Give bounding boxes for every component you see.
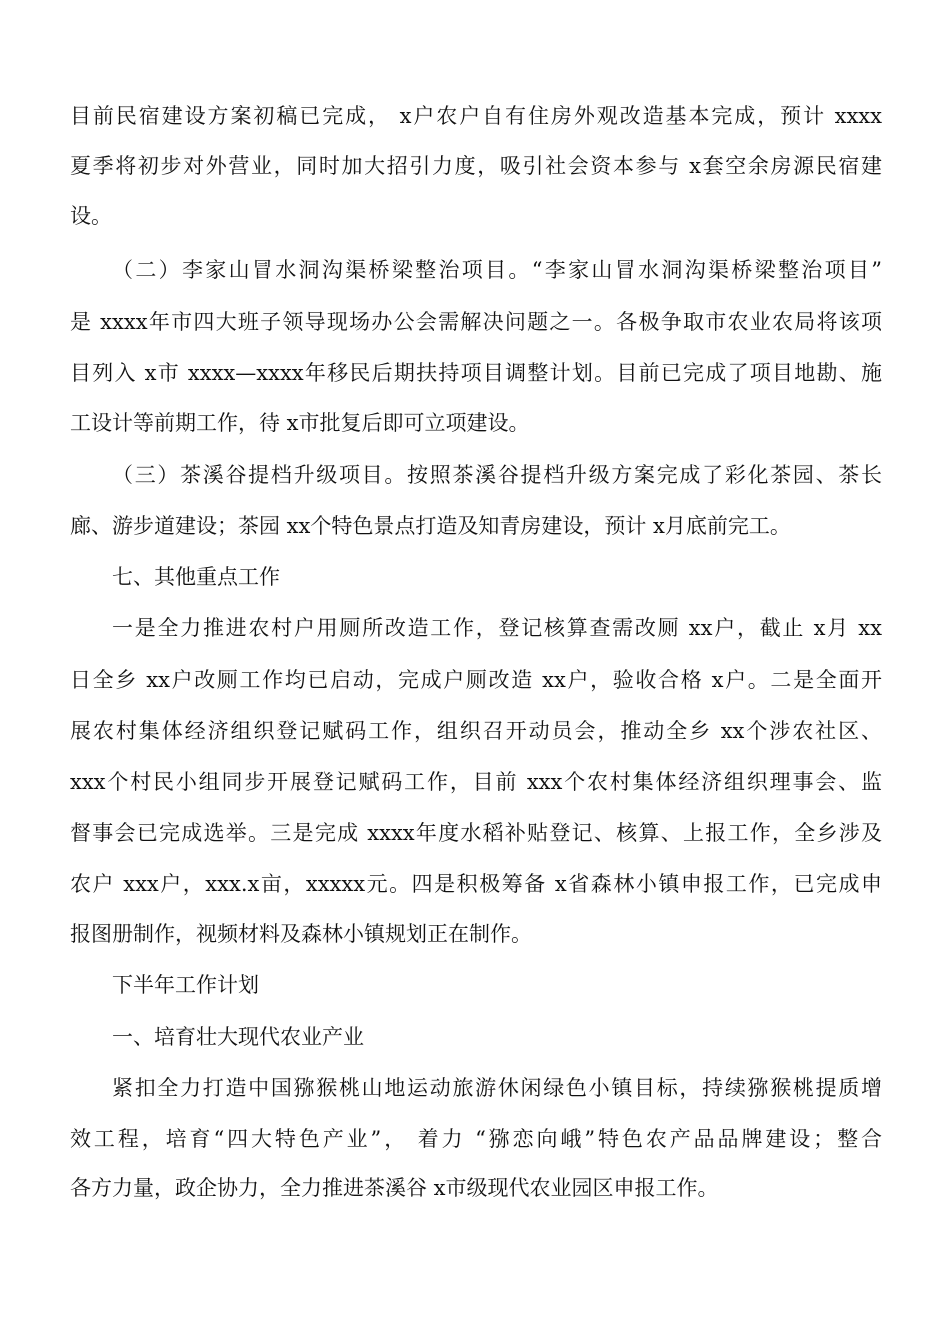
text-line: 设。 <box>70 204 112 228</box>
text-line: 报图册制作，视频材料及森林小镇规划正在制作。 <box>70 922 532 946</box>
section-heading: 下半年工作计划 <box>112 973 259 997</box>
text-line: 工设计等前期工作，待 x市批复后即可立项建设。 <box>70 411 530 435</box>
section-heading-line: （二）李家山冒水洞沟渠桥梁整治项目。“李家山冒水洞沟渠桥梁整治项目” <box>112 258 882 282</box>
text-line: 日全乡 xx户改厕工作均已启动，完成户厕改造 xx户，验收合格 x户。二是全面开 <box>70 668 882 692</box>
text-line: 是 xxxx年市四大班子领导现场办公会需解决问题之一。各极争取市农业农局将该项 <box>70 310 882 334</box>
text-line: 农户 xxx户，xxx.x亩，xxxxx元。四是积极筹备 x省森林小镇申报工作，已完成申 <box>70 872 882 896</box>
section-heading-line: （三）茶溪谷提档升级项目。按照茶溪谷提档升级方案完成了彩化茶园、茶长 <box>112 463 882 487</box>
text-line: 督事会已完成选举。三是完成 xxxx年度水稻补贴登记、核算、上报工作，全乡涉及 <box>70 821 882 845</box>
text-line: xxx个村民小组同步开展登记赋码工作，目前 xxx个农村集体经济组织理事会、监 <box>70 770 882 794</box>
section-heading: 七、其他重点工作 <box>112 565 280 589</box>
text-line: 目前民宿建设方案初稿已完成， x户农户自有住房外观改造基本完成，预计 xxxx <box>70 104 882 128</box>
text-line: 夏季将初步对外营业，同时加大招引力度，吸引社会资本参与 x套空余房源民宿建 <box>70 154 882 178</box>
text-line: 各方力量，政企协力，全力推进茶溪谷 x市级现代农业园区申报工作。 <box>70 1176 719 1200</box>
text-line: 一是全力推进农村户用厕所改造工作，登记核算查需改厕 xx户，截止 x月 xx <box>112 616 882 640</box>
text-line: 展农村集体经济组织登记赋码工作，组织召开动员会，推动全乡 xx个涉农社区、 <box>70 719 882 743</box>
text-line: 效工程，培育“四大特色产业”， 着力 “猕恋向峨”特色农产品品牌建设；整合 <box>70 1127 882 1151</box>
text-line: 目列入 x市 xxxx—xxxx年移民后期扶持项目调整计划。目前已完成了项目地勘、施 <box>70 361 882 385</box>
text-line: 紧扣全力打造中国猕猴桃山地运动旅游休闲绿色小镇目标，持续猕猴桃提质增 <box>112 1076 882 1100</box>
text-line: 廊、游步道建设；茶园 xx个特色景点打造及知青房建设，预计 x月底前完工。 <box>70 514 791 538</box>
section-heading: 一、培育壮大现代农业产业 <box>112 1025 364 1049</box>
